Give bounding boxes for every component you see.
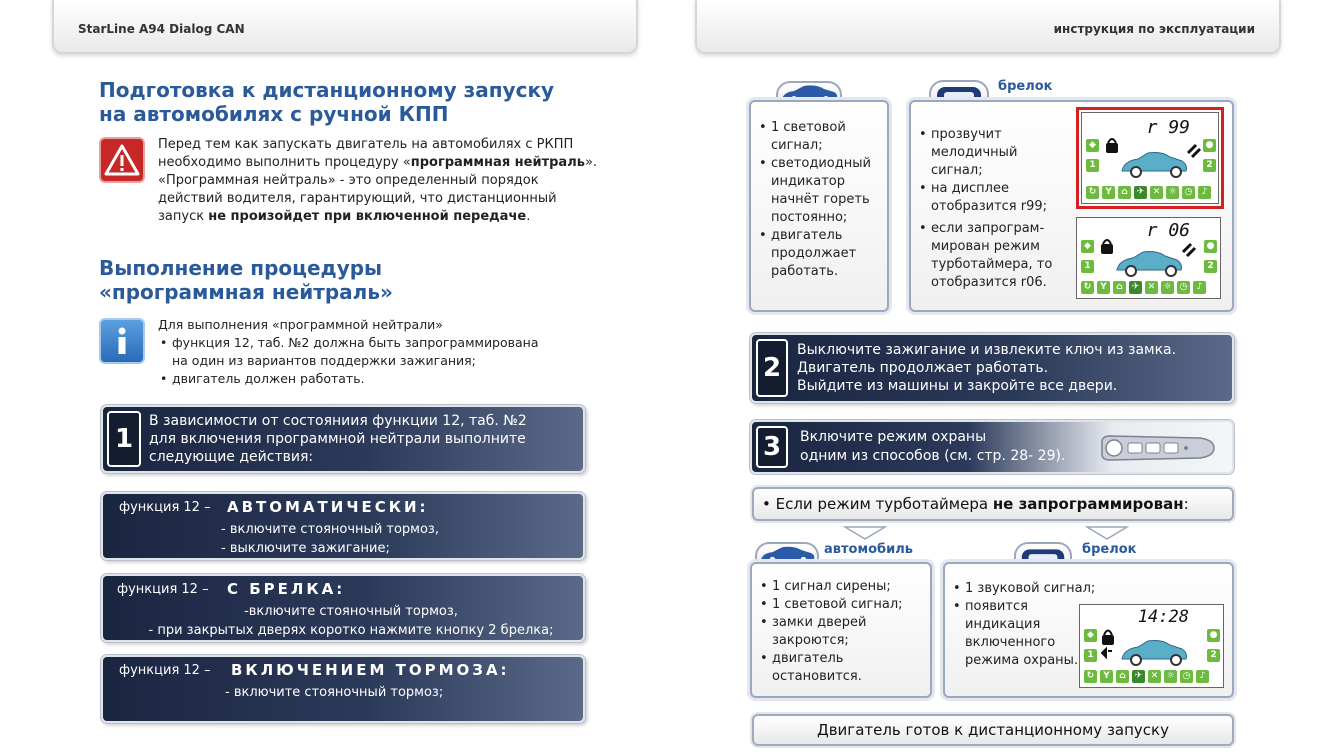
lcd-car-icon	[1104, 135, 1204, 185]
warning-text	[158, 136, 598, 226]
fob-display-armed	[1079, 604, 1224, 688]
lcd-cell: ⌂	[1113, 281, 1126, 294]
section2-title	[99, 256, 393, 304]
step3-line: Включите режим охраны	[800, 429, 987, 445]
lcd-cell: ⌂	[1118, 186, 1131, 199]
fob-reaction-list2	[919, 220, 1069, 292]
fob-reaction-item: • прозвучит мелодичный сигнал;	[919, 126, 1069, 180]
warning-line	[158, 154, 598, 172]
func-brake-label: функция 12 –	[119, 663, 211, 678]
lcd-cell: ◷	[1182, 186, 1195, 199]
lcd-cell: 1	[1084, 649, 1097, 662]
fob-reaction-item: • если запрограм-мирован режим турботаймера, то отобразится r06.	[919, 220, 1069, 292]
lcd-bottom-row	[1084, 670, 1209, 683]
info-item-line: функция 12, таб. №2 должна быть запрограммирована	[172, 335, 539, 350]
lcd-cell: 1	[1081, 260, 1094, 273]
lcd-cell: Y	[1100, 670, 1113, 683]
arrow-down-icon	[1085, 526, 1129, 540]
step1-line: В зависимости от состояниия функции 12, таб. №2	[149, 413, 527, 429]
step2-box	[750, 333, 1234, 403]
fob-side-icon	[1096, 428, 1220, 468]
car-armed-item: • двигатель остановится.	[760, 650, 870, 686]
step1-line: для включения программной нейтрали выполните	[149, 431, 526, 447]
fob-armed-panel	[943, 562, 1234, 698]
lcd-cell: ☼	[1166, 186, 1179, 199]
warning-text-part: запуск	[158, 209, 209, 224]
section2-title-line2: «программная нейтраль»	[99, 280, 393, 304]
turbo-banner-emphasis: не запрограммирован	[992, 495, 1184, 513]
lcd-cell: ↻	[1084, 670, 1097, 683]
step1-text	[149, 412, 527, 466]
info-icon	[99, 318, 145, 364]
section1-title	[99, 78, 554, 126]
func-auto-label: функция 12 –	[119, 500, 211, 515]
info-item-line: на один из вариантов поддержки зажигания;	[172, 353, 476, 368]
step1-line: следующие действия:	[149, 449, 314, 465]
car-reaction-panel	[749, 100, 889, 312]
final-banner: Двигатель готов к дистанционному запуску	[752, 714, 1234, 746]
warning-line: Перед тем как запускать двигатель на автомобилях с РКПП	[158, 137, 574, 152]
func-fob-steps	[131, 602, 571, 640]
func-auto-step: - включите стояночный тормоз,	[221, 522, 439, 537]
lcd-cell: Y	[1097, 281, 1110, 294]
lcd-cell: ✕	[1145, 281, 1158, 294]
step2-line: Выключите зажигание и извлеките ключ из замка.	[797, 342, 1177, 358]
warning-line: действий водителя, гарантирующий, что дистанционный	[158, 191, 557, 206]
car-armed-item: • замки дверей закроются;	[760, 614, 870, 650]
car-reaction-list	[759, 119, 883, 281]
lcd-cell: ♪	[1196, 670, 1209, 683]
lcd-cell: ♪	[1193, 281, 1206, 294]
func-brake-step: - включите стояночный тормоз;	[225, 685, 444, 700]
header-right-text: инструкция по эксплуатации	[1053, 22, 1255, 36]
func-brake-mode: ВКЛЮЧЕНИЕМ ТОРМОЗА:	[231, 661, 510, 679]
warning-emphasis: не произойдет при включенной передаче	[208, 209, 527, 224]
step1-box	[101, 405, 585, 473]
fob-armed-list	[953, 580, 1096, 670]
lcd-readout: r 06	[1146, 220, 1190, 241]
lcd-cell: ◆	[1086, 139, 1099, 152]
header-left	[52, 0, 638, 54]
step3-box	[750, 420, 1234, 474]
lcd-cell: ●	[1207, 629, 1220, 642]
lcd-car-icon	[1099, 236, 1203, 280]
car-label-bottom: автомобиль	[824, 542, 913, 557]
car-reaction-item: • светодиодный индикатор начнёт гореть постоянно;	[759, 155, 883, 227]
lcd-cell: ✈	[1129, 281, 1142, 294]
lcd-cell: Y	[1102, 186, 1115, 199]
info-item-line: двигатель должен работать.	[172, 371, 365, 386]
turbo-banner-text: • Если режим турботаймера	[762, 495, 993, 513]
lcd-cell: ●	[1203, 139, 1216, 152]
lcd-clock: 14:28	[1137, 607, 1189, 627]
lcd-cell: ◆	[1084, 629, 1097, 642]
lcd-cell: ↻	[1086, 186, 1099, 199]
warning-text-part: .	[526, 209, 531, 224]
lcd-cell: ◷	[1177, 281, 1190, 294]
warning-line	[158, 208, 598, 226]
lcd-cell: ✕	[1148, 670, 1161, 683]
lcd-cell: ●	[1204, 240, 1217, 253]
func-auto-mode: АВТОМАТИЧЕСКИ:	[227, 498, 429, 516]
lcd-bottom-row	[1086, 186, 1211, 199]
step2-number: 2	[756, 339, 788, 397]
lcd-cell: 1	[1086, 159, 1099, 172]
step3-text	[800, 428, 1065, 466]
func-fob-box	[101, 574, 585, 642]
fob-reaction-item: • на дисплее отобразится r99;	[919, 180, 1069, 216]
lcd-cell: ⌂	[1116, 670, 1129, 683]
lcd-cell: ☼	[1164, 670, 1177, 683]
header-right	[695, 0, 1281, 54]
func-fob-step: -включите стояночный тормоз,	[244, 604, 458, 619]
info-item: • двигатель должен работать.	[158, 370, 598, 388]
func-fob-step: - при закрытых дверях коротко нажмите кнопку 2 брелка;	[148, 623, 554, 638]
section2-title-line1: Выполнение процедуры	[99, 256, 383, 280]
step3-line: одним из способов (см. стр. 28- 29).	[800, 448, 1066, 464]
func-fob-label: функция 12 –	[117, 582, 209, 597]
lcd-cell: 2	[1204, 260, 1217, 273]
lcd-readout: r 99	[1146, 117, 1190, 138]
step2-line: Двигатель продолжает работать.	[797, 360, 1049, 376]
info-item: • функция 12, таб. №2 должна быть запрограммирована на один из вариантов поддержки зажигания;	[158, 334, 598, 370]
func-fob-mode: С БРЕЛКА:	[227, 580, 346, 598]
lcd-cell: 2	[1203, 159, 1216, 172]
section1-title-line2: на автомобилях с ручной КПП	[99, 102, 449, 126]
func-auto-steps	[221, 520, 439, 558]
lcd-cell: ◆	[1081, 240, 1094, 253]
header-left-text: StarLine A94 Dialog CAN	[78, 22, 245, 36]
step2-text	[797, 341, 1176, 395]
fob-reaction-panel	[909, 100, 1234, 312]
info-text	[158, 316, 598, 388]
section1-title-line1: Подготовка к дистанционному запуску	[99, 78, 555, 102]
warning-text-part: необходимо выполнить процедуру «	[158, 155, 411, 170]
lcd-cell: ✈	[1134, 186, 1147, 199]
step1-number: 1	[107, 411, 141, 467]
warning-emphasis: программная нейтраль	[410, 155, 585, 170]
warning-text-part: ».	[584, 155, 598, 170]
step2-line: Выйдите из машины и закройте все двери.	[797, 378, 1118, 394]
fob-display-r06	[1076, 217, 1221, 299]
car-armed-item: • 1 световой сигнал;	[760, 596, 926, 614]
car-reaction-item: • 1 световой сигнал;	[759, 119, 883, 155]
func-auto-box	[101, 492, 585, 560]
arrow-down-icon	[843, 526, 887, 540]
lcd-cell: ◷	[1180, 670, 1193, 683]
func-brake-box	[101, 655, 585, 723]
step3-number: 3	[756, 426, 788, 468]
car-armed-list	[760, 578, 926, 686]
lcd-cell: ↻	[1081, 281, 1094, 294]
fob-label-top: брелок	[998, 79, 1053, 94]
func-auto-step: - выключите зажигание;	[221, 541, 390, 556]
car-armed-panel	[750, 562, 932, 698]
fob-label-bottom: брелок	[1082, 542, 1137, 557]
info-intro: Для выполнения «программной нейтрали»	[158, 317, 443, 332]
lcd-cell: ✈	[1132, 670, 1145, 683]
fob-reaction-list1	[919, 126, 1069, 216]
fob-armed-item: • 1 звуковой сигнал;	[953, 580, 1153, 598]
lcd-bottom-row	[1081, 281, 1206, 294]
warning-icon	[99, 137, 145, 183]
car-reaction-item: • двигатель продолжает работать.	[759, 227, 883, 281]
turbo-banner-text: :	[1183, 495, 1189, 513]
fob-armed-item: • появится индикация включенного режима охраны.	[953, 598, 1079, 670]
fob-display-r99	[1081, 112, 1219, 204]
lcd-cell: ♪	[1198, 186, 1211, 199]
lcd-cell: 2	[1207, 649, 1220, 662]
warning-line: «Программная нейтраль» - это определенный порядок	[158, 173, 539, 188]
lcd-car-icon	[1100, 625, 1204, 669]
car-armed-item: • 1 сигнал сирены;	[760, 578, 926, 596]
lcd-cell: ✕	[1150, 186, 1163, 199]
lcd-cell: ☼	[1161, 281, 1174, 294]
turbo-banner	[752, 487, 1234, 521]
